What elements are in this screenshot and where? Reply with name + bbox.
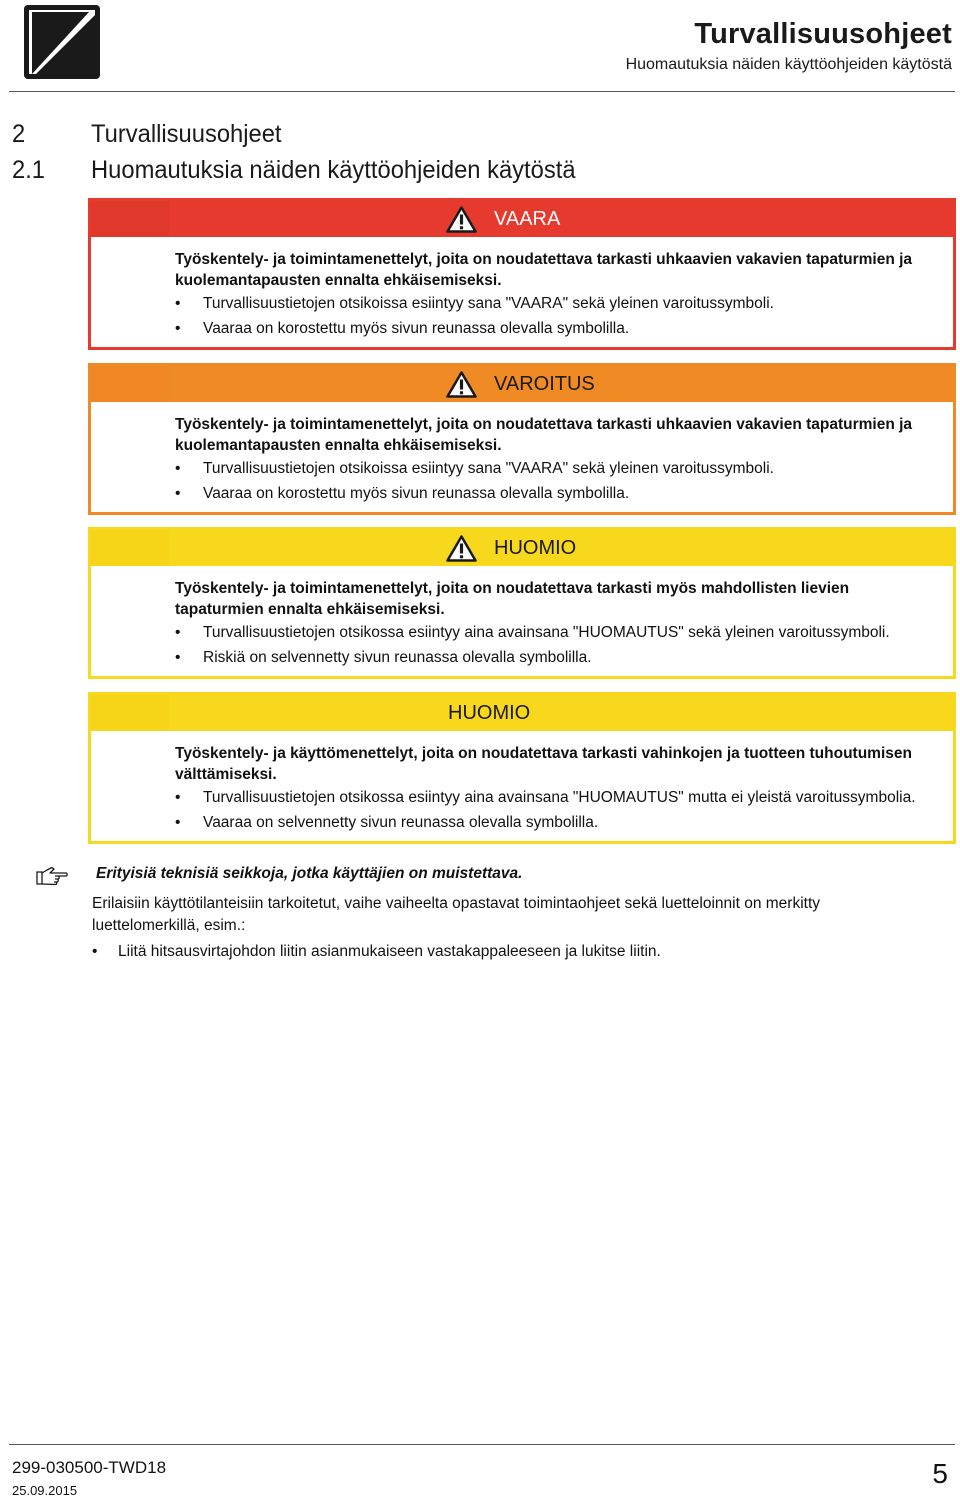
notice-bullet: • Turvallisuustietojen otsikossa esiintyy aina avainsana "HUOMAUTUS" mutta ei yleistä varoitussymbolia. [175, 789, 916, 806]
notice-title: VAROITUS [494, 373, 595, 395]
notice-title: VAARA [494, 208, 561, 230]
notice-description: Työskentely- ja toimintamenettelyt, joita on noudatettava tarkasti uhkaavien vakavien tapaturmien ja kuolemantapausten ennalta ehkäisemiseksi. [175, 416, 913, 454]
header-divider [9, 91, 955, 92]
section-number: 2 [12, 120, 26, 148]
notice-description: Työskentely- ja käyttömenettelyt, joita on noudatettava tarkasti vahinkojen ja tuotteen tuhoutumisen välttämiseksi. [175, 745, 912, 783]
pointing-hand-icon [36, 866, 68, 886]
notice-bullet: • Vaaraa on korostettu myös sivun reunassa olevalla symbolilla. [175, 485, 630, 502]
notice-description: Työskentely- ja toimintamenettelyt, joita on noudatettava tarkasti uhkaavien vakavien tapaturmien ja kuolemantapausten ennalta ehkäisemiseksi. [175, 251, 913, 289]
subsection-number: 2.1 [12, 156, 46, 184]
notice-bullet: • Turvallisuustietojen otsikossa esiintyy aina avainsana "HUOMAUTUS" sekä yleinen varoitussymboli. [175, 624, 890, 641]
footer-doc-number: 299-030500-TWD18 [12, 1458, 167, 1477]
header-title: Turvallisuusohjeet [694, 18, 952, 50]
notice-caution [88, 527, 956, 679]
page-number: 5 [932, 1458, 948, 1489]
note-body: Erilaisiin käyttötilanteisiin tarkoitetut, vaihe vaiheelta opastavat toimintaohjeet sekä luetteloinnit on merkitty luettelomerkillä, esim.: [92, 895, 821, 934]
warning-triangle-icon [446, 371, 477, 398]
notice-caution-property [88, 692, 956, 844]
note-bullet: • Liitä hitsausvirtajohdon liitin asianmukaiseen vastakappaleeseen ja lukitse liitin. [92, 943, 661, 960]
warning-triangle-icon [446, 206, 477, 233]
section-title: Turvallisuusohjeet [91, 120, 282, 148]
brand-logo [22, 3, 102, 81]
note-heading: Erityisiä teknisiä seikkoja, jotka käyttäjien on muistettava. [96, 865, 523, 882]
notice-warning [88, 363, 956, 515]
notice-title: HUOMIO [448, 702, 531, 724]
notice-bullet: • Riskiä on selvennetty sivun reunassa olevalla symbolilla. [175, 649, 592, 666]
notice-bullet: • Vaaraa on korostettu myös sivun reunassa olevalla symbolilla. [175, 320, 630, 337]
warning-triangle-icon [446, 535, 477, 562]
footer-date: 25.09.2015 [12, 1483, 78, 1498]
notice-bullet: • Turvallisuustietojen otsikoissa esiintyy sana "VAARA" sekä yleinen varoitussymboli. [175, 295, 774, 312]
notice-title: HUOMIO [494, 537, 577, 559]
header-subtitle: Huomautuksia näiden käyttöohjeiden käytöstä [625, 56, 952, 73]
notice-bullet: • Turvallisuustietojen otsikoissa esiintyy sana "VAARA" sekä yleinen varoitussymboli. [175, 460, 774, 477]
notice-danger [88, 198, 956, 350]
footer-divider [9, 1444, 955, 1445]
notice-bullet: • Vaaraa on selvennetty sivun reunassa olevalla symbolilla. [175, 814, 599, 831]
notice-description: Työskentely- ja toimintamenettelyt, joita on noudatettava tarkasti myös mahdollisten lievien tapaturmien ennalta ehkäisemiseksi. [175, 580, 850, 618]
subsection-title: Huomautuksia näiden käyttöohjeiden käytöstä [91, 156, 576, 184]
